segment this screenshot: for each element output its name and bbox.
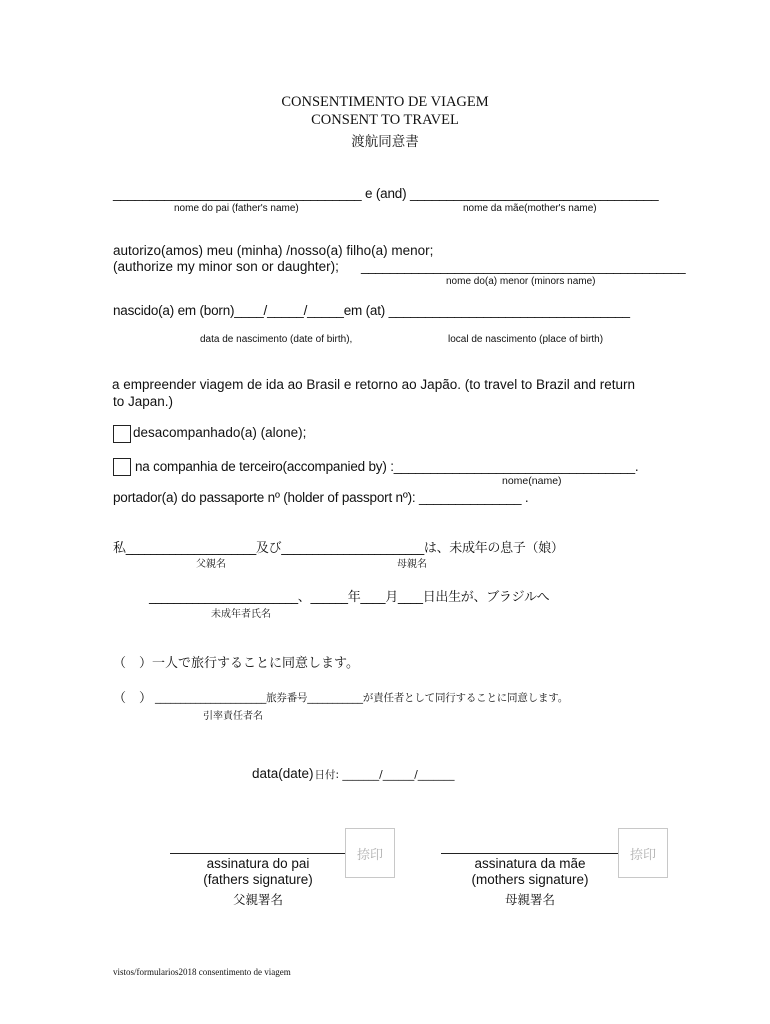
minor-name-caption: nome do(a) menor (minors name) xyxy=(446,276,596,287)
authorize-text-en: (authorize my minor son or daughter); xyxy=(113,259,339,274)
passport-line[interactable]: portador(a) do passaporte nº (holder of passport nº): ______________ . xyxy=(113,490,529,505)
accompanied-option-line[interactable]: na companhia de terceiro(accompanied by) :_________________________________. xyxy=(135,459,639,474)
japanese-minor-caption: 未成年者氏名 xyxy=(211,609,271,620)
birth-line[interactable]: nascido(a) em (born)____/_____/_____em (at) _________________________________ xyxy=(113,303,630,318)
japanese-minor-line[interactable]: ________________________、______年____月____日出生が、ブラジルへ xyxy=(149,590,550,605)
japanese-accompanied-option[interactable]: ______________________旅券番号___________が責任者として同行することに同意します。 xyxy=(155,692,569,704)
companion-name-caption: nome(name) xyxy=(502,475,562,487)
father-signature-label: assinatura do pai xyxy=(206,856,310,871)
authorize-text-pt: autorizo(amos) meu (minha) /nosso(a) filho(a) menor; xyxy=(113,243,434,258)
footer-path: vistos/formularios2018 consentimento de viagem xyxy=(113,967,291,977)
birth-place-caption: local de nascimento (place of birth) xyxy=(448,334,604,345)
birth-date-caption: data de nascimento (date of birth), xyxy=(200,334,353,345)
date-field[interactable] xyxy=(252,765,455,783)
japanese-guardian-caption: 引率責任者名 xyxy=(203,711,263,722)
alone-option-label: desacompanhado(a) (alone); xyxy=(133,425,307,440)
father-name-caption: nome do pai (father's name) xyxy=(174,203,299,214)
japanese-parents-line[interactable]: 私_____________________及び_______________________は、未成年の息子（娘） xyxy=(113,541,564,556)
father-seal-box[interactable]: 捺印 xyxy=(345,828,395,878)
title-english: CONSENT TO TRAVEL xyxy=(311,112,459,128)
mother-signature-label: assinatura da mãe xyxy=(474,856,586,871)
title-portuguese: CONSENTIMENTO DE VIAGEM xyxy=(281,94,489,110)
father-signature-label-jp: 父親署名 xyxy=(232,892,283,907)
date-label: data(date) xyxy=(252,766,314,781)
accompanied-checkbox[interactable] xyxy=(113,458,131,476)
father-signature-line[interactable] xyxy=(170,853,346,854)
japanese-mother-caption: 母親名 xyxy=(397,559,427,570)
date-label-jp: 日付: _______/______/_______ xyxy=(314,769,455,781)
mother-signature-line[interactable] xyxy=(441,853,619,854)
travel-text-line1: a empreender viagem de ida ao Brasil e retorno ao Japão. (to travel to Brazil and return xyxy=(112,377,636,392)
japanese-accompanied-checkbox[interactable]: （ ） xyxy=(113,691,153,706)
mother-signature-label-jp: 母親署名 xyxy=(504,892,555,907)
parents-name-line[interactable]: __________________________________ e (and) __________________________________ xyxy=(113,186,659,201)
minor-name-blank[interactable]: _____________________________________________ xyxy=(361,259,686,274)
japanese-alone-option[interactable]: （ ）一人で旅行することに同意します。 xyxy=(113,656,359,671)
alone-checkbox[interactable] xyxy=(113,425,131,443)
travel-text-line2: to Japan.) xyxy=(113,394,174,409)
title-japanese: 渡航同意書 xyxy=(351,134,419,150)
mother-seal-box[interactable]: 捺印 xyxy=(618,828,668,878)
japanese-father-caption: 父親名 xyxy=(196,559,226,570)
mother-signature-label-en: (mothers signature) xyxy=(471,872,589,887)
mother-name-caption: nome da mãe(mother's name) xyxy=(463,203,597,214)
father-signature-label-en: (fathers signature) xyxy=(203,872,313,887)
